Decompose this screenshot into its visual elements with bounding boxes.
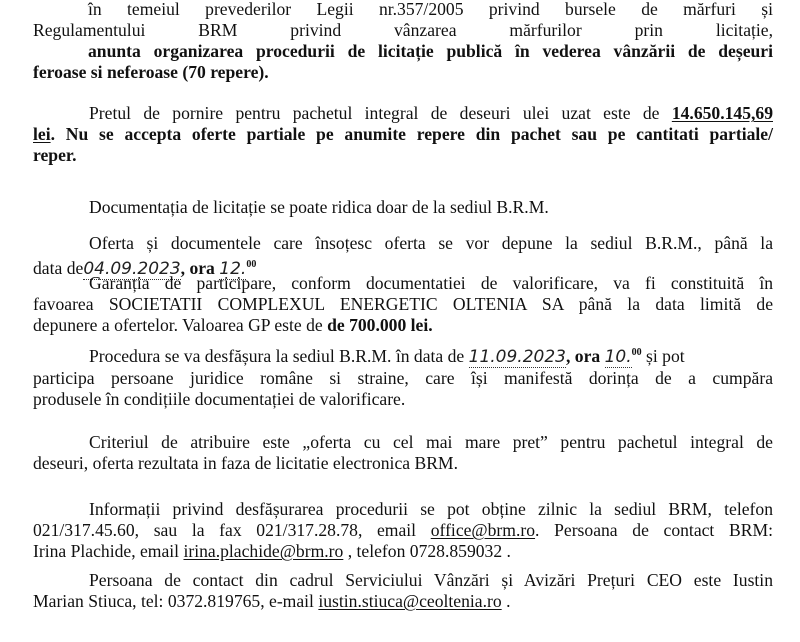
contact-ceo-line-2: Marian Stiuca, tel: 0372.819765, e-mail iustin.stiuca@ceoltenia.ro . [33, 591, 511, 611]
handwritten-deadline-date: 04.09.2023 [83, 258, 181, 279]
award-criterion-line-2: deseuri, oferta rezultata in faza de licitatie electronica BRM. [33, 453, 458, 473]
contact-brm-line-1: Informații privind desfășurarea procedurii se pot obține zilnic la sediul BRM, telefon [89, 499, 773, 519]
starting-price-line-3: reper. [33, 145, 77, 165]
guarantee-paragraph [33, 273, 773, 336]
guarantee-line-3: depunere a ofertelor. Valoarea GP este de de 700.000 lei. [33, 315, 433, 335]
procedure-line-3: produsele în condițiile documentației de valorificare. [33, 388, 406, 409]
offer-deadline-line-1: Oferta și documentele care însoțesc oferta se vor depune la sediul B.R.M., până la [89, 233, 773, 253]
office-email-link[interactable]: office@brm.ro [430, 520, 536, 540]
procedure-line-2: participa persoane juridice române si straine, care își manifestă dorința de a cumpăra [33, 367, 773, 388]
handwritten-procedure-date: 11.09.2023 [468, 346, 566, 367]
contact-ceo-line-1: Persoana de contact din cadrul Serviciului Vânzări și Avizări Prețuri CEO este Iustin [89, 570, 773, 590]
offer-deadline-line-2: data de04.09.2023, ora 12.00 [33, 257, 257, 279]
handwritten-procedure-hour: 10. [604, 346, 632, 367]
starting-price-value: 14.650.145,69 [671, 103, 773, 123]
contact-brm-line-3: Irina Plachide, email irina.plachide@brm.ro , telefon 0728.859032 . [33, 541, 511, 561]
guarantee-line-2: favoarea SOCIETATII COMPLEXUL ENERGETIC OLTENIA SA până la data limită de [33, 294, 773, 314]
starting-price-line-2: lei. Nu se accepta oferte partiale pe anumite repere din pachet sau pe cantitati partiale/ [33, 124, 773, 144]
irina-email-link[interactable]: irina.plachide@brm.ro [183, 541, 344, 561]
intro-line-1: în temeiul prevederilor Legii nr.357/2005 privind bursele de mărfuri și [88, 0, 773, 19]
guarantee-line-1: Garanția de participare, conform documentatiei de valorificare, va fi constituită în [89, 273, 773, 293]
announcement-line-2: feroase si neferoase (70 repere). [33, 62, 269, 82]
documentation-paragraph [33, 197, 773, 218]
handwritten-deadline-hour: 12. [219, 258, 247, 279]
intro-line-2: Regulamentului BRM privind vânzarea mărfurilor prin licitație, [33, 20, 773, 40]
documentation-line: Documentația de licitație se poate ridica doar de la sediul B.R.M. [89, 197, 549, 217]
procedure-paragraph [33, 342, 773, 410]
announcement-line-1: anunta organizarea procedurii de licitație publică în vederea vânzării de deșeuri [88, 41, 773, 61]
award-criterion-line-1: Criteriul de atribuire este „oferta cu cel mai mare pret” pentru pachetul integral de [89, 432, 773, 452]
starting-price-paragraph [33, 103, 773, 166]
guarantee-value: de 700.000 lei. [327, 315, 433, 335]
iustin-email-link[interactable]: iustin.stiuca@ceoltenia.ro [318, 591, 502, 611]
contact-ceo-paragraph [33, 570, 773, 612]
award-criterion-paragraph [33, 432, 773, 474]
procedure-line-1: Procedura se va desfășura la sediul B.R.M. în data de 11.09.2023, ora 10.00 și pot [89, 345, 685, 367]
starting-price-line-1: Pretul de pornire pentru pachetul integral de deseuri ulei uzat este de 14.650.145,69 [89, 103, 773, 123]
intro-paragraph [33, 0, 773, 83]
contact-brm-line-2: 021/317.45.60, sau la fax 021/317.28.78, email office@brm.ro. Persoana de contact BRM: [33, 520, 773, 540]
contact-brm-paragraph [33, 499, 773, 562]
